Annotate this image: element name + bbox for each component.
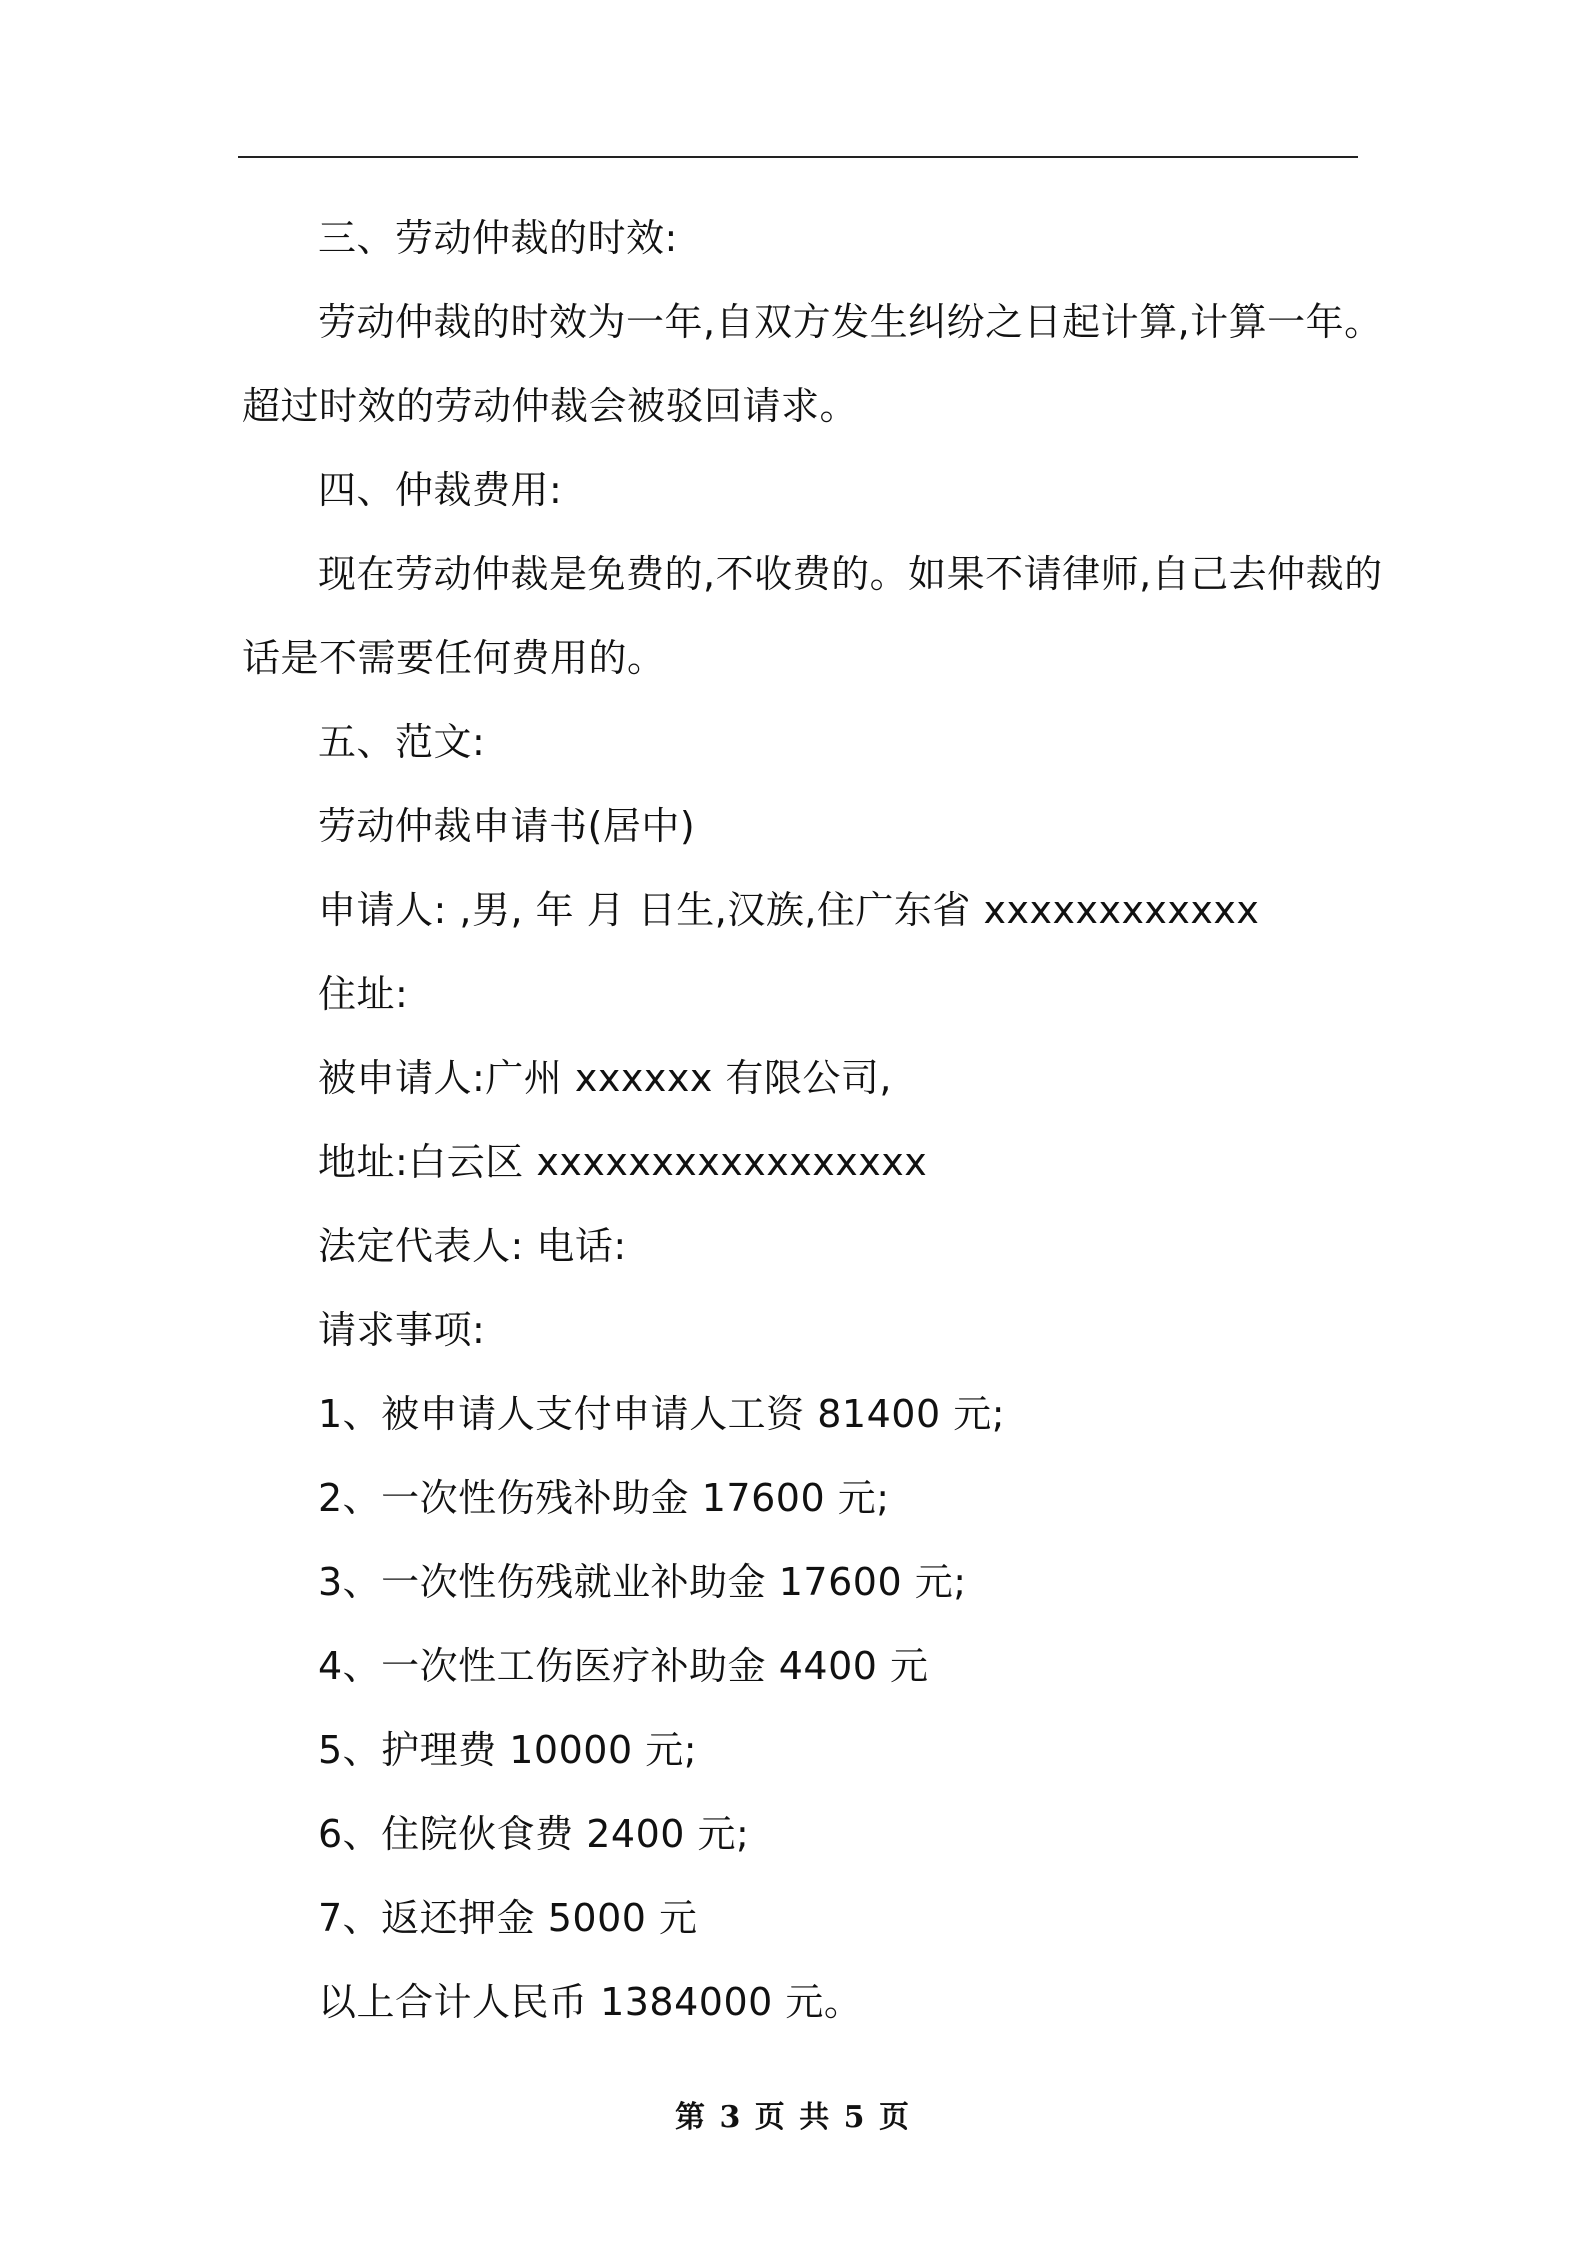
sample-title: 劳动仲裁申请书(居中) xyxy=(318,804,696,848)
claim-item: 7、返还押金 5000 元 xyxy=(318,1896,698,1940)
document-body xyxy=(242,196,1383,2044)
legal-rep-line: 法定代表人: 电话: xyxy=(318,1224,627,1268)
paragraph-line: 话是不需要任何费用的。 xyxy=(242,636,666,680)
claim-item: 4、一次性工伤医疗补助金 4400 元 xyxy=(318,1644,929,1688)
applicant-line: 申请人: ,男, 年 月 日生,汉族,住广东省 xxxxxxxxxxxx xyxy=(318,888,1260,932)
paragraph-line: 超过时效的劳动仲裁会被驳回请求。 xyxy=(242,384,859,428)
claim-item: 1、被申请人支付申请人工资 81400 元; xyxy=(318,1392,1006,1436)
section-heading-fees: 四、仲裁费用: xyxy=(318,468,563,512)
paragraph-line: 现在劳动仲裁是免费的,不收费的。如果不请律师,自己去仲裁的 xyxy=(318,552,1383,596)
section-heading-sample: 五、范文: xyxy=(318,720,486,764)
respondent-address-line: 地址:白云区 xxxxxxxxxxxxxxxxx xyxy=(318,1140,928,1184)
claims-heading: 请求事项: xyxy=(318,1308,486,1352)
claim-item: 2、一次性伤残补助金 17600 元; xyxy=(318,1476,890,1520)
paragraph-line: 劳动仲裁的时效为一年,自双方发生纠纷之日起计算,计算一年。 xyxy=(318,300,1383,344)
claim-item: 3、一次性伤残就业补助金 17600 元; xyxy=(318,1560,967,1604)
section-heading-time-limit: 三、劳动仲裁的时效: xyxy=(318,216,678,260)
total-line: 以上合计人民币 1384000 元。 xyxy=(318,1980,863,2024)
claim-item: 6、住院伙食费 2400 元; xyxy=(318,1812,750,1856)
claim-item: 5、护理费 10000 元; xyxy=(318,1728,698,1772)
page-number-footer: 第 3 页 共 5 页 xyxy=(675,2100,911,2135)
address-line: 住址: xyxy=(318,972,409,1016)
respondent-line: 被申请人:广州 xxxxxx 有限公司, xyxy=(318,1056,892,1100)
header-divider xyxy=(238,156,1358,158)
